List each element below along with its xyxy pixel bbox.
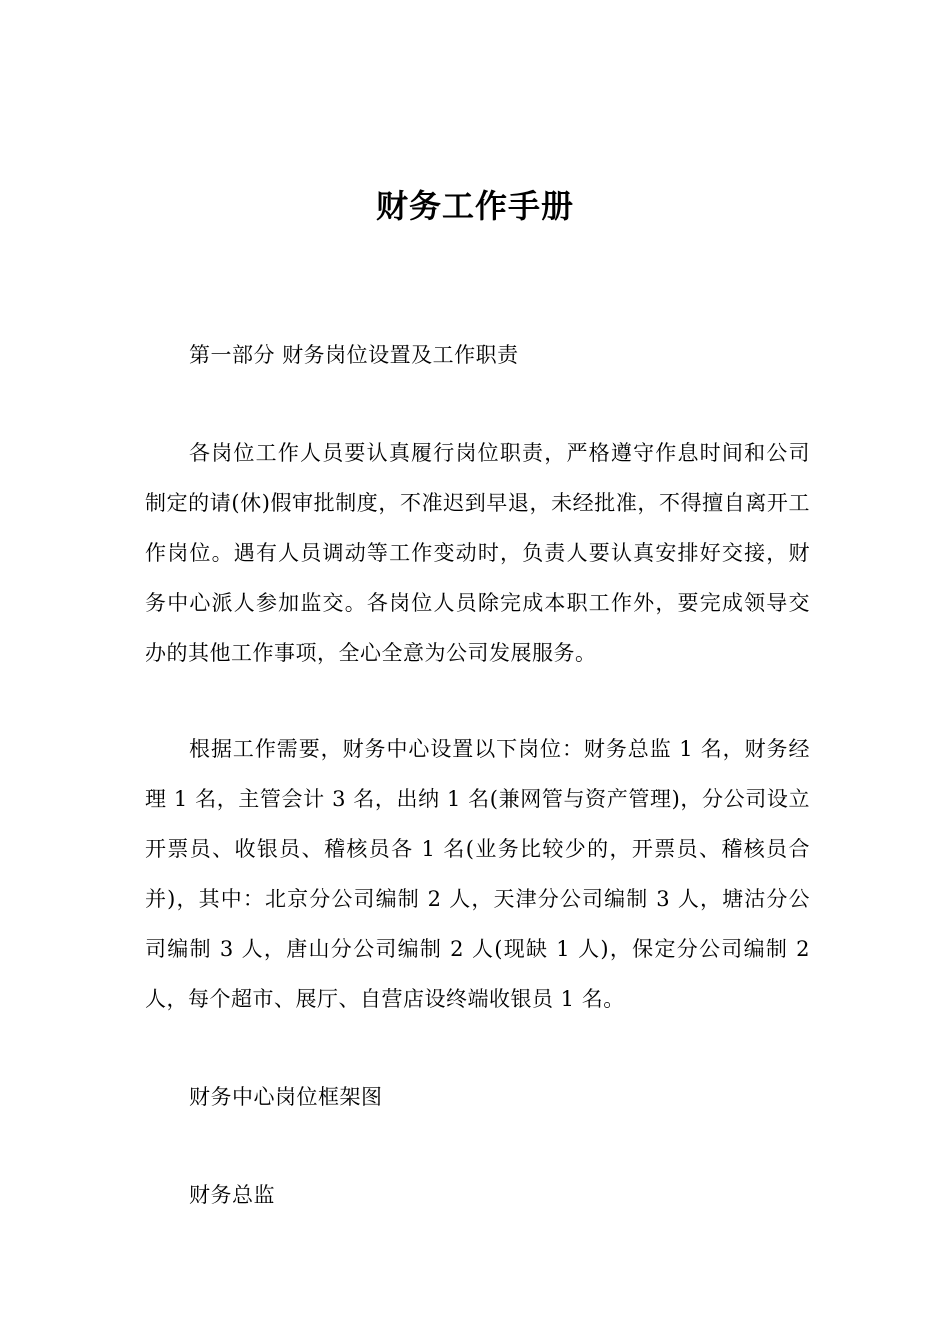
section-heading: 第一部分 财务岗位设置及工作职责 — [189, 343, 519, 367]
org-chart-top-node: 财务总监 — [189, 1183, 275, 1207]
paragraph-duties: 各岗位工作人员要认真履行岗位职责，严格遵守作息时间和公司制定的请(休)假审批制度，不准迟到早退，未经批准，不得擅自离开工作岗位。遇有人员调动等工作变动时，负责人要认真安排好交接，财务中心派人参加监交。各岗位人员除完成本职工作外，要完成领导交办的其他工作事项，全心全意为公司发展服务。 — [145, 441, 810, 665]
paragraph-positions: 根据工作需要，财务中心设置以下岗位：财务总监 1 名，财务经理 1 名，主管会计 3 名，出纳 1 名(兼网管与资产管理)，分公司设立开票员、收银员、稽核员各 1 名(业务比较少的，开票员、稽核员合并)，其中：北京分公司编制 2 人，天津分公司编制 3 人，塘沽分公司编制 3 人，唐山分公司编制 2 人(现缺 1 人)，保定分公司编制 2 人，每个超市、展厅、自营店设终端收银员 1 名。 — [145, 737, 810, 1011]
document-title: 财务工作手册 — [375, 187, 574, 225]
org-chart-heading: 财务中心岗位框架图 — [189, 1085, 383, 1109]
